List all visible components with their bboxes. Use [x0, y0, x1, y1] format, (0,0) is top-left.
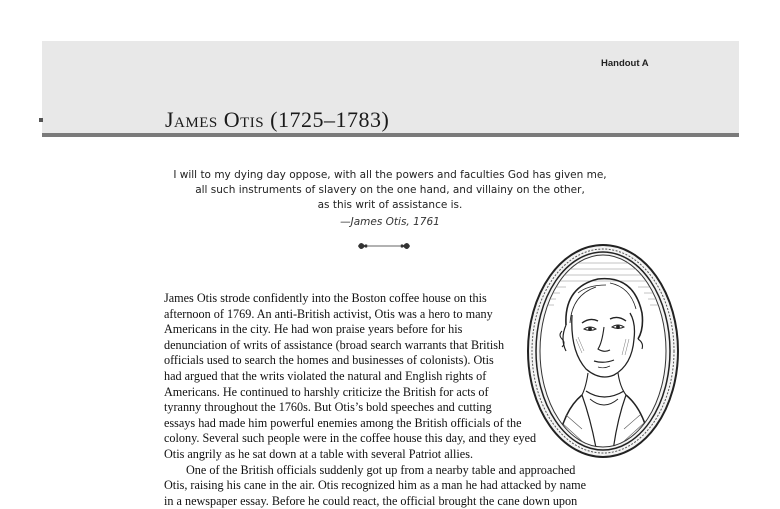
body-line: had argued that the writs violated the natural and English rights of	[164, 368, 487, 383]
fleuron-divider-icon	[356, 239, 412, 253]
body-line: Otis, raising his cane in the air. Otis recognized him as a man he had attacked by name	[164, 478, 587, 493]
handout-label: Handout A	[601, 58, 649, 69]
epigraph-quote	[150, 168, 630, 213]
quote-line: I will to my dying day oppose, with all the powers and faculties God has given me,	[173, 169, 607, 181]
portrait-engraving	[526, 243, 680, 459]
body-line: Americans. He continued to harshly criticize the British for acts of	[164, 384, 489, 399]
article-body	[164, 291, 587, 509]
body-line: in a newspaper essay. Before he could react, the official brought the cane down upon	[164, 493, 578, 508]
body-line: tyranny throughout the 1760s. But Otis’s bold speeches and cutting	[164, 400, 492, 415]
body-line: Americans in the city. He had won praise years before for his	[164, 322, 463, 337]
page-title: James Otis (1725–1783)	[165, 107, 390, 132]
quote-attribution: —James Otis, 1761	[340, 216, 440, 228]
body-line: colony. Several such people were in the coffee house this day, and they eyed	[164, 431, 537, 446]
quote-line: all such instruments of slavery on the one hand, and villainy on the other,	[195, 184, 585, 196]
body-line: Otis angrily as he sat down at a table with several Patriot allies.	[164, 446, 474, 461]
body-line: essays had made him powerful enemies among the British officials of the	[164, 415, 522, 430]
body-line: afternoon of 1769. An anti-British activist, Otis was a hero to many	[164, 306, 493, 321]
body-line: James Otis strode confidently into the Boston coffee house on this	[164, 291, 487, 305]
header-rule	[42, 133, 739, 137]
body-line: One of the British officials suddenly got up from a nearby table and approached	[186, 462, 576, 477]
body-line: officials used to search the homes and businesses of colonists). Otis	[164, 353, 494, 368]
quote-line: as this writ of assistance is.	[317, 199, 463, 211]
margin-mark	[39, 118, 43, 122]
header-band	[42, 41, 739, 133]
body-line: denunciation of writs of assistance (broad search warrants that British	[164, 337, 505, 352]
